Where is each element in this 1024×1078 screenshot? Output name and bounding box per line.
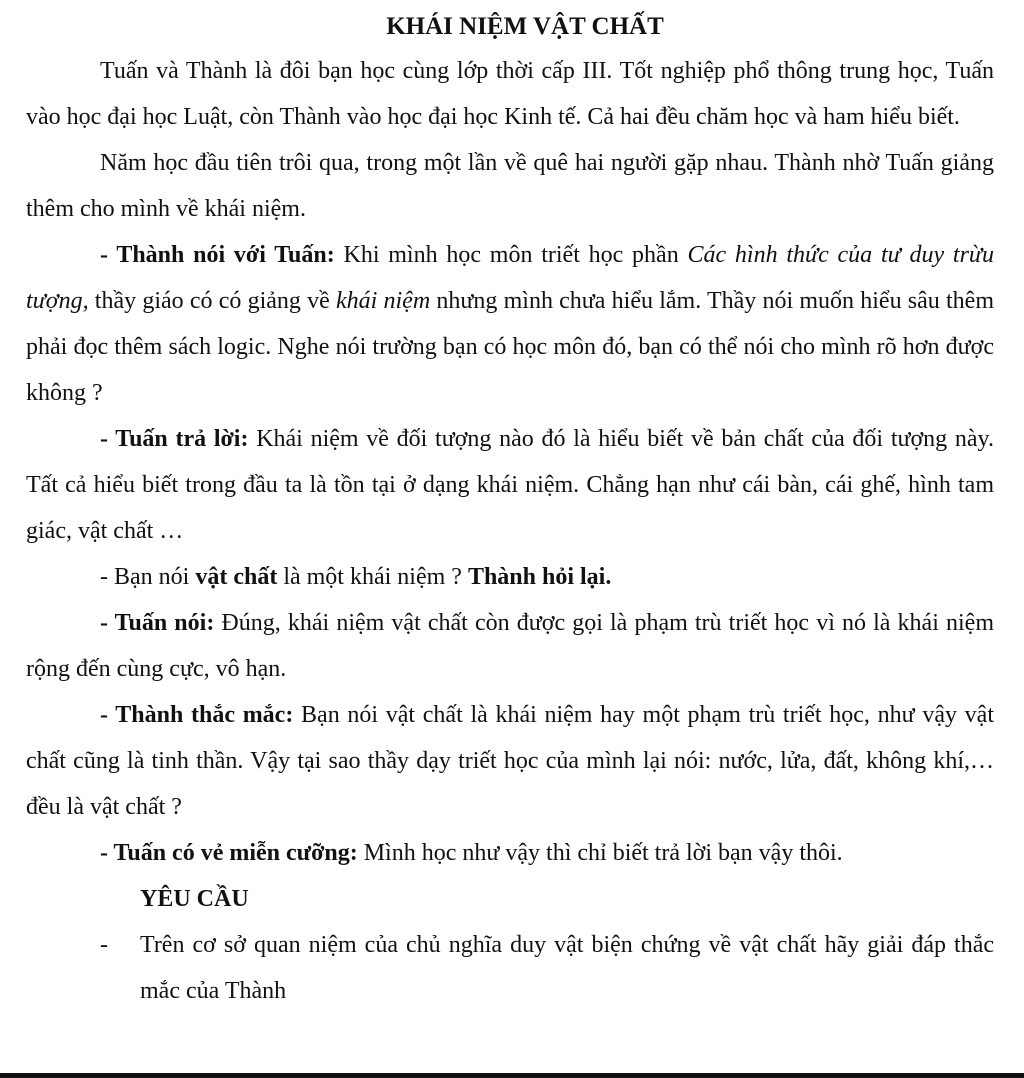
dialogue-text: Đúng, khái niệm vật chất còn được gọi là phạm trù triết học vì nó là khái niệm rộng đến cùng cực, vô hạn. bbox=[26, 610, 994, 682]
paragraph-meeting: Năm học đầu tiên trôi qua, trong một lần về quê hai người gặp nhau. Thành nhờ Tuấn giảng thêm cho mình về khái niệm. bbox=[26, 150, 994, 222]
requirement-text: Trên cơ sở quan niệm của chủ nghĩa duy vật biện chứng về vật chất hãy giải đáp thắc mắc của Thành bbox=[140, 932, 994, 1004]
paragraph-thanh-asks bbox=[26, 232, 994, 416]
speaker-label: - Thành thắc mắc: bbox=[100, 702, 294, 728]
bullet-dash: - bbox=[100, 932, 108, 958]
speaker-label: Thành hỏi lại. bbox=[467, 564, 612, 590]
italic-term: Các hình thức của tư duy trừu tượng, bbox=[26, 242, 994, 314]
speaker-label: - Tuấn nói: bbox=[100, 610, 215, 636]
speaker-label: - Thành nói với Tuấn: bbox=[100, 242, 335, 268]
dialogue-text: Khi mình học môn triết học phần bbox=[334, 242, 688, 268]
dialogue-text: nhưng mình chưa hiểu lắm. Thầy nói muốn hiểu sâu thêm phải đọc thêm sách logic. Nghe nói trường bạn có học môn đó, bạn có thể nói cho mình rõ hơn được không ? bbox=[26, 288, 994, 406]
paragraph-tuan-says bbox=[26, 600, 994, 692]
dialogue-text: Khái niệm về đối tượng nào đó là hiểu biết về bản chất của đối tượng này. Tất cả hiểu biết trong đầu ta là tồn tại ở dạng khái niệm. Chẳng hạn như cái bàn, cái ghế, hình tam giác, vật chất … bbox=[26, 426, 994, 544]
requirement-heading: YÊU CẦU bbox=[140, 886, 249, 912]
bold-term: vật chất bbox=[195, 564, 278, 590]
paragraph-thanh-wonders bbox=[26, 692, 994, 830]
document-title: KHÁI NIỆM VẬT CHẤT bbox=[386, 13, 664, 40]
italic-term: khái niệm bbox=[335, 288, 431, 314]
paragraph-tuan-reluctant bbox=[26, 830, 994, 876]
dialogue-text: là một khái niệm ? bbox=[277, 564, 468, 590]
dialogue-text: Bạn nói vật chất là khái niệm hay một phạm trù triết học, như vậy vật chất cũng là tinh thần. Vậy tại sao thầy dạy triết học của mình lại nói: nước, lửa, đất, không khí,… đều là vật chất ? bbox=[26, 702, 995, 820]
dialogue-text: thầy giáo có có giảng về bbox=[88, 288, 336, 314]
paragraph-intro: Tuấn và Thành là đôi bạn học cùng lớp thời cấp III. Tốt nghiệp phổ thông trung học, Tuấn vào học đại học Luật, còn Thành vào học đại học Kinh tế. Cả hai đều chăm học và ham hiểu biết. bbox=[26, 58, 994, 130]
page-bottom-border bbox=[0, 1073, 1024, 1078]
dialogue-text: Mình học như vậy thì chỉ biết trả lời bạn vậy thôi. bbox=[357, 840, 843, 866]
speaker-label: - Tuấn có vẻ miễn cưỡng: bbox=[100, 840, 358, 866]
paragraph-tuan-answers bbox=[26, 416, 994, 554]
speaker-label: - Tuấn trả lời: bbox=[100, 426, 249, 452]
paragraph-thanh-reasks bbox=[26, 554, 994, 600]
dialogue-text: - Bạn nói bbox=[100, 564, 196, 590]
requirement-item bbox=[100, 922, 994, 1014]
